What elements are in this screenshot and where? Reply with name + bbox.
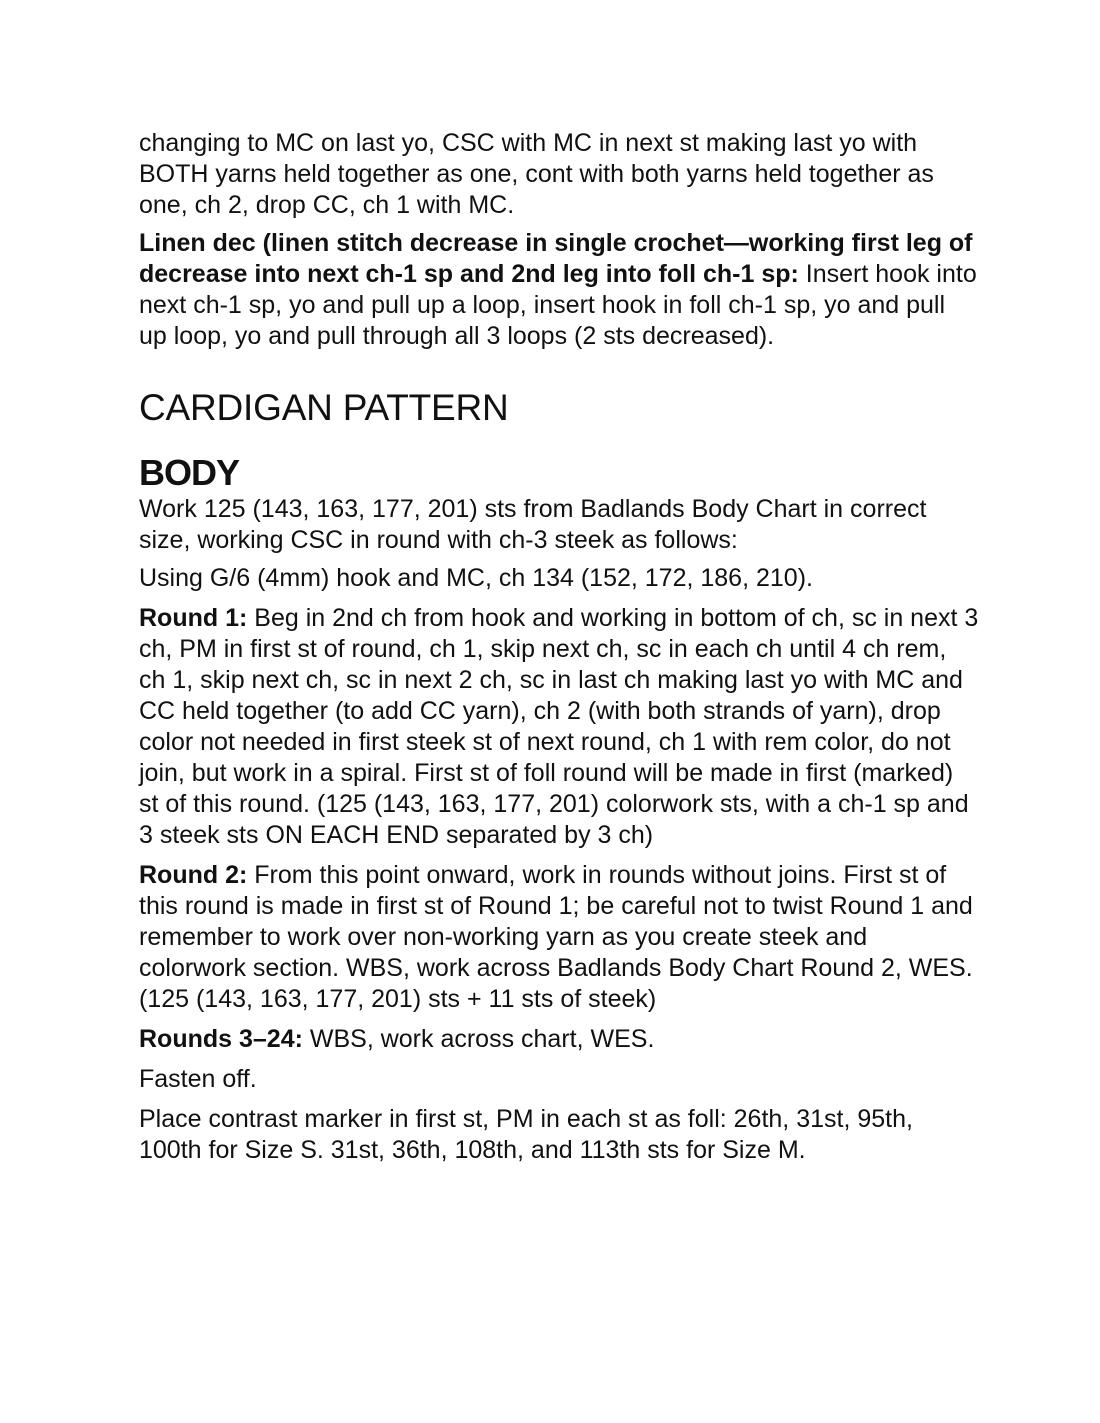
fasten-off-paragraph: Fasten off.: [139, 1065, 257, 1093]
linen-dec-term: Linen dec (linen stitch decrease in single crochet—working first leg of decrease into next ch-1 sp and 2nd leg into foll ch-1 sp:: [139, 229, 973, 288]
round-2-label: Round 2:: [139, 861, 248, 889]
rounds-3-24-text: WBS, work across chart, WES.: [302, 1025, 655, 1053]
round-1-text: Beg in 2nd ch from hook and working in bottom of ch, sc in next 3 ch, PM in first st of round, ch 1, skip next ch, sc in each ch until 4 ch rem, ch 1, skip next ch, sc in next 2 ch, sc in last ch making last yo with MC and CC held together (to add CC yarn), ch 2 (with both strands of yarn), drop color not needed in first steek st of next round, ch 1 with rem color, do not join, but work in a spiral. First st of foll round will be made in first (marked) st of this round. (125 (143, 163, 177, 201) colorwork sts, with a ch-1 sp and 3 steek sts ON EACH END separated by 3 ch): [139, 604, 979, 849]
round-1-paragraph: [139, 603, 979, 851]
round-2-text: From this point onward, work in rounds without joins. First st of this round is made in first st of Round 1; be careful not to twist Round 1 and remember to work over non-working yarn as you create steek and colorwork section. WBS, work across Badlands Body Chart Round 2, WES. (125 (143, 163, 177, 201) sts + 11 sts of steek): [139, 861, 973, 1013]
intro-paragraph: changing to MC on last yo, CSC with MC in next st making last yo with BOTH yarns held together as one, cont with both yarns held together as one, ch 2, drop CC, ch 1 with MC.: [139, 129, 934, 219]
hook-instruction-paragraph: Using G/6 (4mm) hook and MC, ch 134 (152, 172, 186, 210).: [139, 564, 813, 592]
linen-dec-text: Insert hook into next ch-1 sp, yo and pull up a loop, insert hook in foll ch-1 sp, yo and pull up loop, yo and pull through all 3 loops (2 sts decreased).: [139, 260, 977, 350]
body-intro-paragraph: Work 125 (143, 163, 177, 201) sts from Badlands Body Chart in correct size, working CSC in round with ch-3 steek as follows:: [139, 495, 927, 554]
rounds-3-24-label: Rounds 3–24:: [139, 1025, 303, 1053]
document-page: [139, 128, 979, 1166]
rounds-3-24-paragraph: [139, 1024, 979, 1055]
round-2-paragraph: [139, 860, 979, 1015]
section-title: CARDIGAN PATTERN: [139, 387, 509, 428]
linen-dec-paragraph: [139, 228, 979, 352]
marker-placement-paragraph: Place contrast marker in first st, PM in each st as foll: 26th, 31st, 95th, 100th for Size S. 31st, 36th, 108th, and 113th sts for Size M.: [139, 1105, 913, 1164]
round-1-label: Round 1:: [139, 604, 248, 632]
body-heading: BODY: [139, 452, 240, 493]
